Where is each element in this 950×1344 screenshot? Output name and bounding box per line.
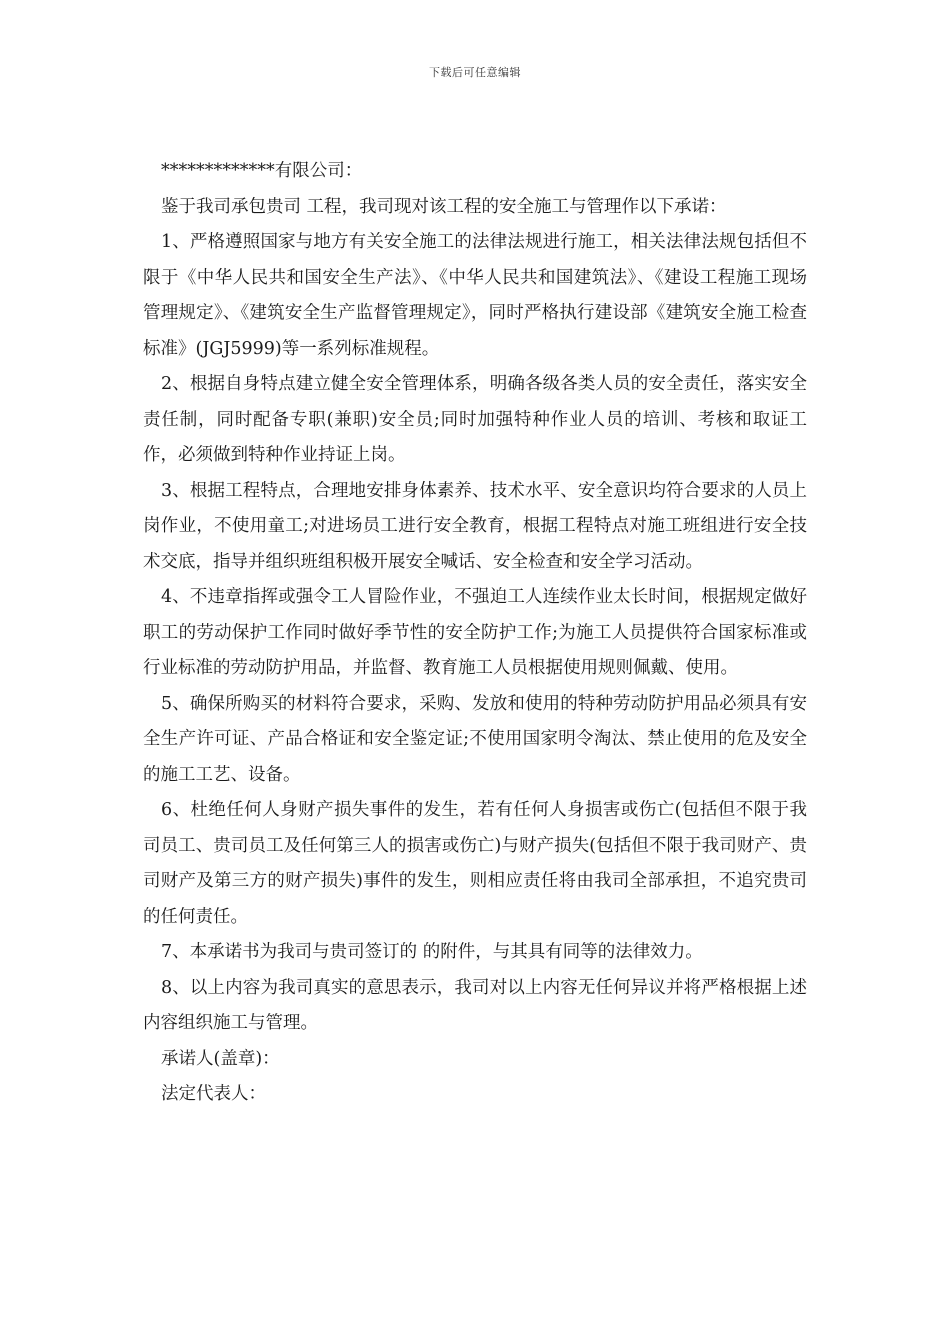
promisor-signature-label: 承诺人(盖章)： — [161, 1048, 280, 1069]
document-body — [143, 154, 807, 1113]
commitment-item-2: 2、根据自身特点建立健全安全管理体系，明确各级各类人员的安全责任，落实安全责任制，同时配备专职(兼职)安全员;同时加强特种作业人员的培训、考核和取证工作，必须做到特种作业持证上岗。 — [143, 374, 807, 465]
commitment-item-4: 4、不违章指挥或强令工人冒险作业，不强迫工人连续作业太长时间，根据规定做好职工的劳动保护工作同时做好季节性的安全防护工作;为施工人员提供符合国家标准或行业标准的劳动防护用品，并监督、教育施工人员根据使用规则佩戴、使用。 — [143, 587, 807, 678]
salutation: *************有限公司： — [161, 161, 363, 181]
commitment-item-8: 8、以上内容为我司真实的意思表示，我司对以上内容无任何异议并将严格根据上述内容组织施工与管理。 — [143, 977, 807, 1033]
intro-paragraph: 鉴于我司承包贵司 工程，我司现对该工程的安全施工与管理作以下承诺： — [161, 196, 727, 217]
commitment-item-6: 6、杜绝任何人身财产损失事件的发生，若有任何人身损害或伤亡(包括但不限于我司员工、贵司员工及任何第三人的损害或伤亡)与财产损失(包括但不限于我司财产、贵司财产及第三方的财产损失)事件的发生，则相应责任将由我司全部承担，不追究贵司的任何责任。 — [143, 800, 807, 927]
commitment-item-7: 7、本承诺书为我司与贵司签订的 的附件，与其具有同等的法律效力。 — [161, 942, 703, 962]
commitment-item-5: 5、确保所购买的材料符合要求，采购、发放和使用的特种劳动防护用品必须具有安全生产许可证、产品合格证和安全鉴定证;不使用国家明令淘汰、禁止使用的危及安全的施工工艺、设备。 — [143, 693, 807, 785]
legal-representative-label: 法定代表人： — [161, 1084, 266, 1104]
commitment-item-3: 3、根据工程特点，合理地安排身体素养、技术水平、安全意识均符合要求的人员上岗作业，不使用童工;对进场员工进行安全教育，根据工程特点对施工班组进行安全技术交底，指导并组织班组积极开展安全喊话、安全检查和安全学习活动。 — [143, 480, 807, 572]
page-header-note: 下载后可任意编辑 — [429, 66, 521, 79]
commitment-item-1: 1、严格遵照国家与地方有关安全施工的法律法规进行施工，相关法律法规包括但不限于《中华人民共和国安全生产法》、《中华人民共和国建筑法》、《建设工程施工现场管理规定》、《建筑安全生产监督管理规定》，同时严格执行建设部《建筑安全施工检查标准》(JGJ5999)等一系列标准规程。 — [143, 232, 807, 359]
